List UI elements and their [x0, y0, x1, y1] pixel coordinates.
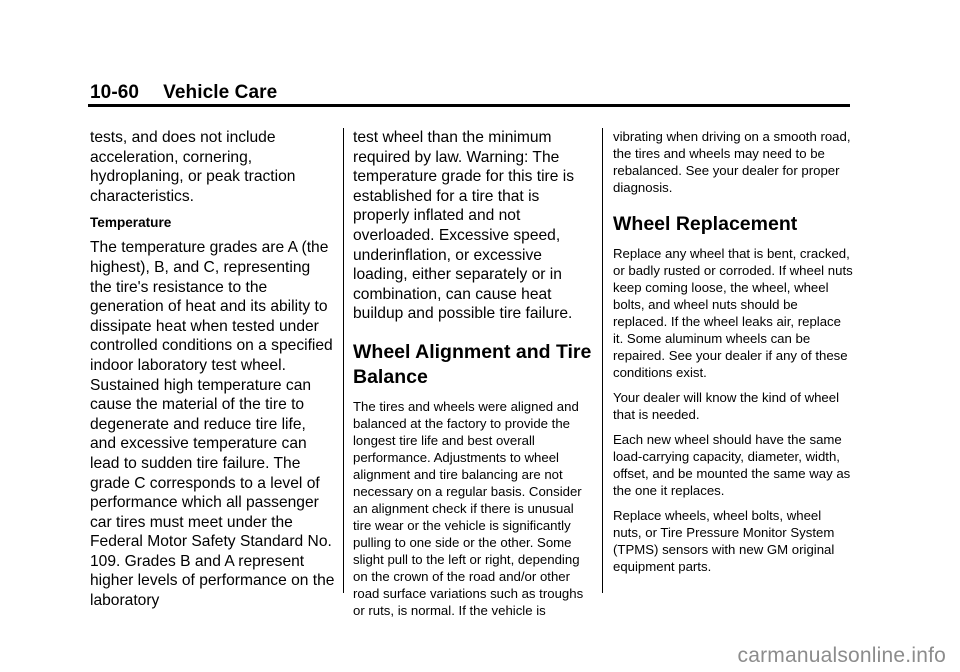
- page-number: 10-60: [90, 82, 140, 103]
- header-rule: [88, 104, 850, 107]
- column3-paragraph-1: vibrating when driving on a smooth road, the tires and wheels may need to be rebalanced. See your dealer for proper diagnosis.: [613, 129, 851, 195]
- column3-paragraph-3: Your dealer will know the kind of wheel that is needed.: [613, 390, 840, 422]
- temperature-subheading: Temperature: [90, 215, 172, 231]
- column1-paragraph-2: The temperature grades are A (the highest), B, and C, representing the tire's resistance to the generation of heat and its ability to dissipate heat when tested under controlled conditions on a specified indoor laboratory test wheel. Sustained high temperature can cause the material of the tire to degenerate and reduce tire life, and excessive temperature can lead to sudden tire failure. The grade C corresponds to a level of performance which all passenger car tires must meet under the Federal Motor Safety Standard No. 109. Grades B and A represent higher levels of performance on the laboratory: [90, 239, 335, 610]
- column2-paragraph-2: The tires and wheels were aligned and balanced at the factory to provide the longest tire life and best overall performance. Adjustments to wheel alignment and tire balancing are not necessary on a regular basis. Consider an alignment check if there is unusual tire wear or the vehicle is significantly pulling to one side or the other. Some slight pull to the left or right, depending on the crown of the road and/or other road surface variations such as troughs or ruts, is normal. If the vehicle is: [353, 398, 584, 618]
- column-3: [613, 128, 853, 583]
- column-2: [353, 128, 593, 627]
- column1-paragraph-1: tests, and does not include acceleration, cornering, hydroplaning, or peak traction characteristics.: [90, 129, 296, 205]
- section-title: Vehicle Care: [163, 82, 278, 103]
- column2-paragraph-1: test wheel than the minimum required by law. Warning: The temperature grade for this tire is established for a tire that is properly inflated and not overloaded. Excessive speed, underinflation, or excessive loading, either separately or in combination, can cause heat buildup and possible tire failure.: [353, 129, 575, 323]
- column3-paragraph-5: Replace wheels, wheel bolts, wheel nuts, or Tire Pressure Monitor System (TPMS) sensors with new GM original equipment parts.: [613, 508, 835, 574]
- watermark-link[interactable]: carmanualsonline.info: [737, 644, 946, 667]
- column-1: [90, 128, 335, 619]
- column3-paragraph-2: Replace any wheel that is bent, cracked, or badly rusted or corroded. If wheel nuts keep coming loose, the wheel, wheel bolts, and wheel nuts should be replaced. If the wheel leaks air, replace it. Some aluminum wheels can be repaired. See your dealer if any of these conditions exist.: [613, 246, 853, 380]
- wheel-replacement-heading: Wheel Replacement: [613, 213, 798, 235]
- column-divider-2: [602, 128, 603, 593]
- page-header: [90, 82, 277, 104]
- column-divider-1: [343, 128, 344, 593]
- wheel-alignment-heading: Wheel Alignment and Tire Balance: [353, 340, 592, 388]
- column3-paragraph-4: Each new wheel should have the same load-carrying capacity, diameter, width, offset, and be mounted the same way as the one it replaces.: [613, 432, 851, 498]
